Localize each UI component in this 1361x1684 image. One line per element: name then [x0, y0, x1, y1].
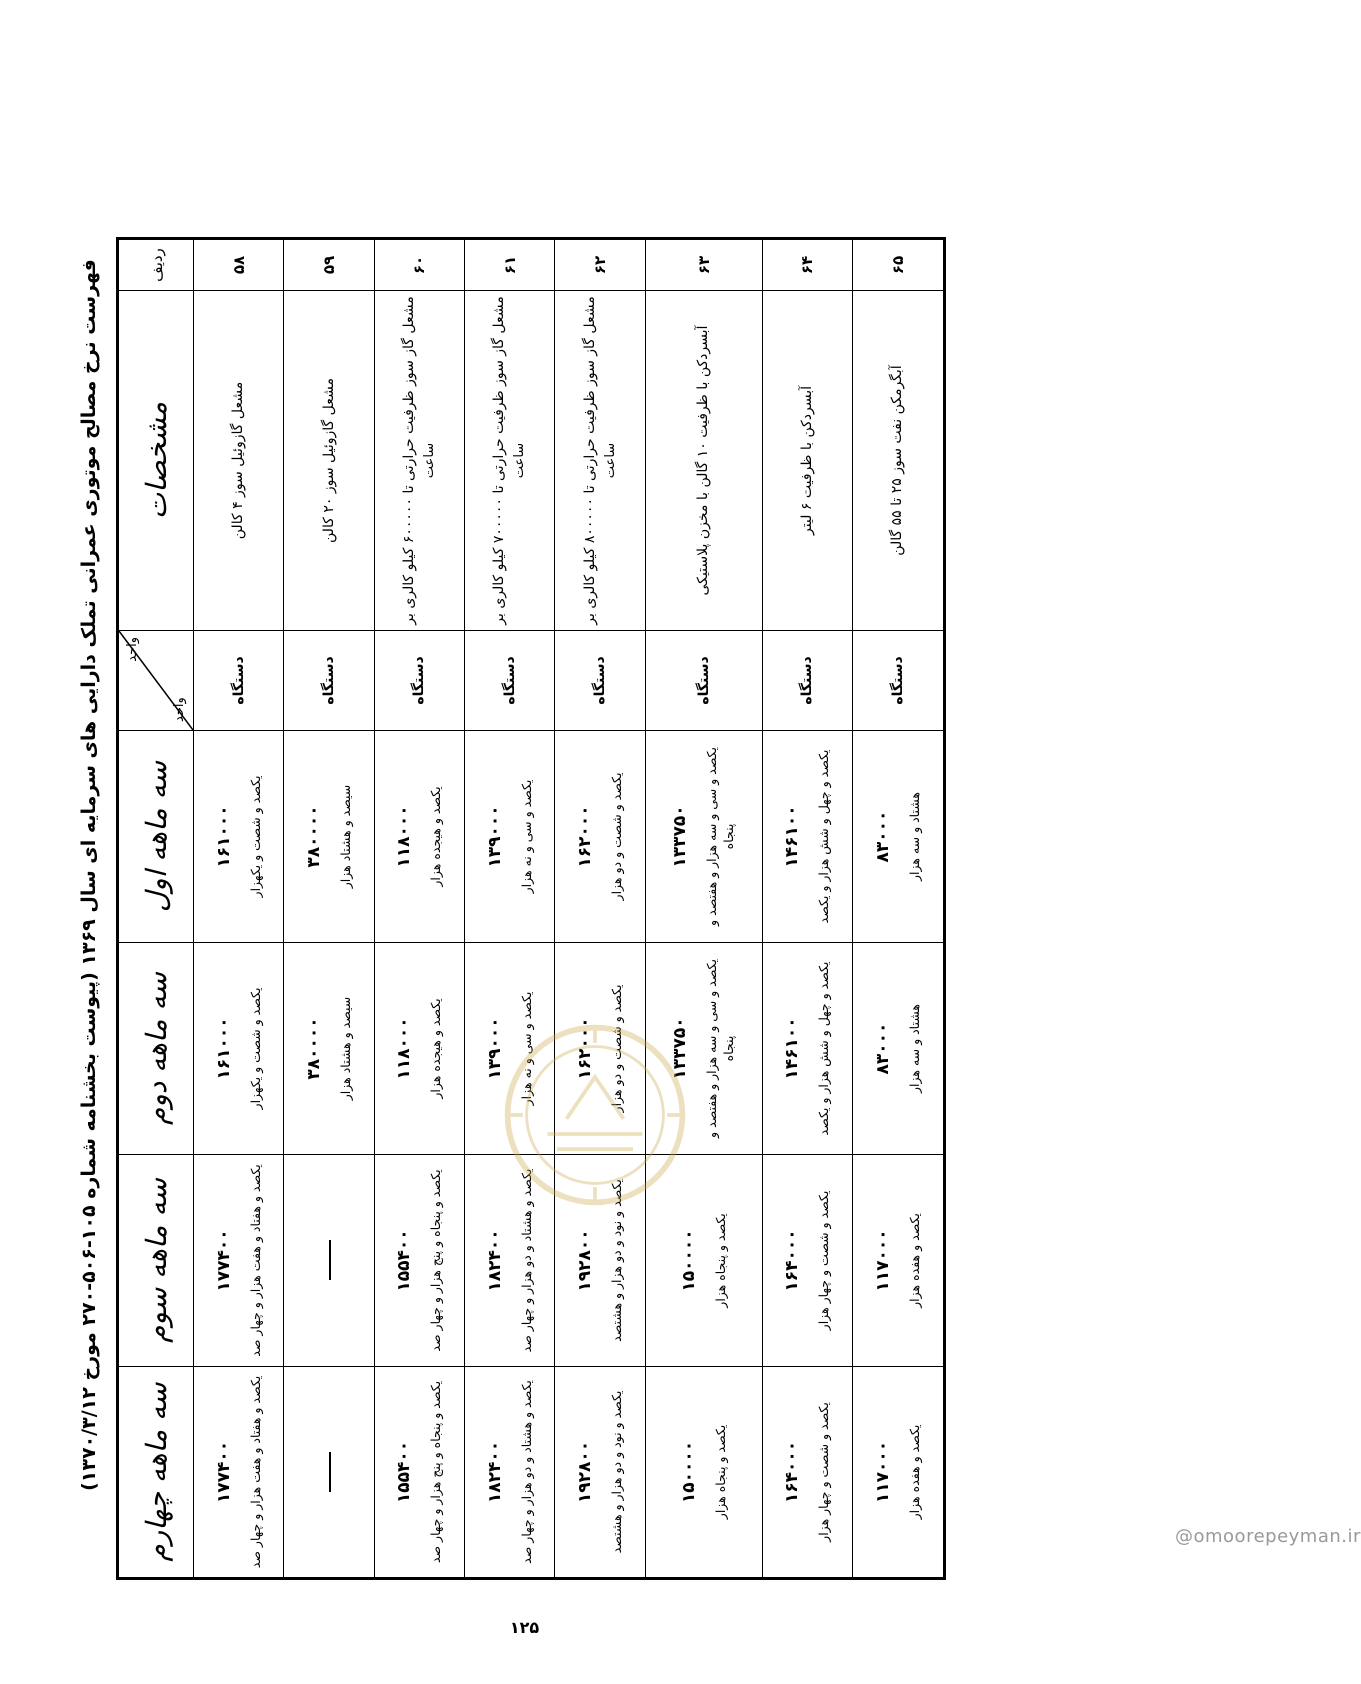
price-cell-q2: [852, 943, 944, 1155]
row-number: ۵۹: [320, 255, 339, 275]
price-cell-q3: [852, 1155, 944, 1367]
row-number: ۶۳: [694, 255, 713, 275]
price-number: ۱۹۲۸۰۰: [574, 1440, 595, 1504]
source-watermark: @omoorepeyman.ir: [1175, 1526, 1361, 1547]
price-number: ۱۶۴۰۰۰: [782, 1229, 803, 1292]
row-number-cell: [194, 239, 284, 291]
price-cell-q2: [284, 943, 374, 1155]
unit-text: دستگاه: [230, 656, 247, 705]
row-number-cell: [852, 239, 944, 291]
price-number: ۱۴۶۱۰۰: [782, 1017, 803, 1080]
unit-cell: [645, 631, 762, 731]
price-number: ۱۹۲۸۰۰: [574, 1229, 595, 1292]
price-cell-q4: [284, 1367, 374, 1579]
price-cell-q2: [194, 943, 284, 1155]
price-number: ۱۱۸۰۰۰: [394, 805, 415, 868]
price-cell-q4: [762, 1367, 852, 1579]
price-cell-q2: [374, 943, 464, 1155]
price-number: ۱۶۴۰۰۰: [782, 1440, 803, 1504]
table-row: [465, 239, 555, 1579]
description-cell: [465, 291, 555, 631]
price-words: یکصد و پنجاه هزار: [712, 1213, 728, 1308]
price-cell-q1: [374, 731, 464, 943]
price-number: ۸۳۰۰۰: [872, 810, 893, 863]
header-q4: سه ماهه چهارم: [118, 1367, 194, 1579]
price-table: [116, 237, 946, 1580]
description-cell: [645, 291, 762, 631]
price-words: سیصد و هشتاد هزار: [337, 784, 353, 889]
price-number: ۱۳۹۰۰۰: [484, 1017, 505, 1080]
description-text: مشعل گازوئیل سوز ۴ کالن: [230, 381, 247, 540]
description-subtext: ساعت: [602, 442, 618, 479]
table-row: [284, 239, 374, 1579]
description-subtext: ساعت: [512, 442, 528, 479]
row-number-cell: [645, 239, 762, 291]
description-text: مشعل گاز سوز ظرفیت حرارتی تا ۷۰۰۰۰۰ کیلو کالری بر: [491, 296, 508, 625]
unit-cell: [762, 631, 852, 731]
description-text: آبسردکن با ظرفیت ۶ لیتر: [798, 385, 815, 536]
price-number: ۱۶۱۰۰۰: [213, 1017, 234, 1080]
description-text: آبسردکن با ظرفیت ۱۰ گالن با مخزن پلاستیکی: [695, 325, 712, 596]
price-cell-q3: [374, 1155, 464, 1367]
unit-cell: [284, 631, 374, 731]
price-words: یکصد و نود و دو هزار و هشتصد: [608, 1390, 624, 1554]
price-number: ۱۷۷۴۰۰: [213, 1229, 234, 1292]
empty-dash: [329, 1452, 331, 1492]
description-text: مشعل گاز سوز ظرفیت حرارتی تا ۸۰۰۰۰۰ کیلو کالری بر: [581, 296, 598, 625]
price-number: ۱۵۰۰۰۰: [678, 1440, 699, 1504]
price-number: ۱۶۲۰۰۰: [574, 1017, 595, 1080]
price-cell-q1: [645, 731, 762, 943]
price-words: یکصد و هفده هزار: [906, 1213, 922, 1308]
page-title: فهرست نرخ مصالح موتوری عمرانی تملک دارایی های سرمایه ای سال ۱۳۶۹ (پیوست بخشنامه شماره ۱۰۵-۵۰۶-۲۷۰ مورخ ۱۳۷۰/۳/۱۲): [78, 259, 100, 1491]
unit-text: دستگاه: [695, 656, 712, 705]
price-words: یکصد و شصت و دو هزار: [608, 984, 624, 1113]
price-words: یکصد و پنجاه و پنج هزار و چهار صد: [428, 1380, 444, 1564]
price-number: ۱۶۱۰۰۰: [213, 805, 234, 868]
header-unit: [118, 631, 194, 731]
price-number: ۱۴۶۱۰۰: [782, 805, 803, 868]
price-cell-q4: [555, 1367, 645, 1579]
price-cell-q1: [194, 731, 284, 943]
rotated-page: [70, 130, 1070, 1637]
price-words: سیصد و هشتاد هزار: [337, 996, 353, 1101]
price-cell-q1: [555, 731, 645, 943]
table-row: [852, 239, 944, 1579]
price-cell-q1: [465, 731, 555, 943]
unit-text: دستگاه: [501, 656, 518, 705]
price-number: ۱۶۲۰۰۰: [574, 805, 595, 868]
empty-dash: [329, 1241, 331, 1281]
price-words: یکصد و هیجده هزار: [428, 998, 444, 1099]
price-cell-q4: [465, 1367, 555, 1579]
unit-text: دستگاه: [321, 656, 338, 705]
price-number: ۱۵۵۴۰۰: [394, 1440, 415, 1504]
price-words: یکصد و سی و نه هزار: [518, 779, 534, 894]
row-number-cell: [465, 239, 555, 291]
price-number: ۸۳۰۰۰: [872, 1022, 893, 1075]
unit-cell: [374, 631, 464, 731]
table-row: [374, 239, 464, 1579]
price-cell-q3: [194, 1155, 284, 1367]
price-cell-q1: [852, 731, 944, 943]
price-words: یکصد و شصت و چهار هزار: [816, 1402, 832, 1542]
table-row: [555, 239, 645, 1579]
price-words: یکصد و هفتاد و هفت هزار و چهار صد: [247, 1164, 263, 1357]
header-description: مشخصات: [118, 291, 194, 631]
unit-cell: [194, 631, 284, 731]
price-number: ۱۸۲۴۰۰: [484, 1229, 505, 1292]
row-number: ۶۴: [798, 255, 817, 275]
row-number: ۶۰: [410, 255, 429, 275]
row-number: ۶۲: [591, 255, 610, 275]
price-number: ۳۸۰۰۰۰: [303, 805, 324, 868]
description-subtext: ساعت: [422, 442, 438, 479]
header-q2: سه ماهه دوم: [118, 943, 194, 1155]
description-cell: [555, 291, 645, 631]
price-number: ۱۳۳۷۵۰: [670, 1017, 691, 1080]
description-cell: [762, 291, 852, 631]
price-cell-q1: [762, 731, 852, 943]
price-number: ۱۳۳۷۵۰: [670, 805, 691, 868]
price-words: یکصد و چهل و شش هزار و یکصد: [816, 961, 832, 1136]
row-number: ۶۱: [500, 255, 519, 275]
price-cell-q4: [194, 1367, 284, 1579]
price-words: یکصد و شصت و یکهزار: [247, 987, 263, 1110]
price-number: ۱۷۷۴۰۰: [213, 1440, 234, 1504]
price-number: ۱۵۵۴۰۰: [394, 1229, 415, 1292]
price-words: یکصد و هشتاد و دو هزار و چهار صد: [518, 1168, 534, 1353]
unit-text: دستگاه: [592, 656, 609, 705]
price-words: یکصد و پنجاه و پنج هزار و چهار صد: [428, 1169, 444, 1352]
price-cell-q3: [284, 1155, 374, 1367]
price-cell-q1: [284, 731, 374, 943]
price-words: یکصد و هشتاد و دو هزار و چهار صد: [518, 1380, 534, 1564]
table-row: [645, 239, 762, 1579]
price-number: ۱۳۹۰۰۰: [484, 805, 505, 868]
price-words: یکصد و هفتاد و هفت هزار و چهار صد: [247, 1375, 263, 1569]
price-words: یکصد و سی و نه هزار: [518, 991, 534, 1106]
page-number: ۱۲۵: [509, 1617, 540, 1637]
row-number: ۶۵: [888, 255, 907, 275]
price-words: یکصد و چهل و شش هزار و یکصد: [816, 749, 832, 924]
price-words: یکصد و هفده هزار: [906, 1424, 922, 1520]
description-cell: [194, 291, 284, 631]
price-words: یکصد و شصت و یکهزار: [247, 775, 263, 898]
price-cell-q3: [762, 1155, 852, 1367]
header-unit-top: واحد: [125, 637, 140, 662]
price-cell-q2: [762, 943, 852, 1155]
price-number: ۱۱۸۰۰۰: [394, 1017, 415, 1080]
unit-cell: [465, 631, 555, 731]
price-number: ۱۸۲۴۰۰: [484, 1440, 505, 1504]
row-number: ۵۸: [229, 255, 248, 275]
header-q3: سه ماهه سوم: [118, 1155, 194, 1367]
description-cell: [284, 291, 374, 631]
price-number: ۱۵۰۰۰۰: [678, 1229, 699, 1292]
row-number-cell: [762, 239, 852, 291]
unit-cell: [852, 631, 944, 731]
header-unit-bottom: واحد: [172, 697, 187, 722]
seal-watermark-icon: [500, 1020, 690, 1210]
price-number: ۱۱۷۰۰۰: [872, 1440, 893, 1504]
header-q1: سه ماهه اول: [118, 731, 194, 943]
price-cell-q4: [852, 1367, 944, 1579]
row-number-cell: [284, 239, 374, 291]
unit-text: دستگاه: [799, 656, 816, 705]
price-words: یکصد و شصت و چهار هزار: [816, 1190, 832, 1331]
unit-text: دستگاه: [889, 656, 906, 705]
unit-cell: [555, 631, 645, 731]
price-words: هشتاد و سه هزار: [906, 1003, 922, 1094]
header-row: [118, 239, 194, 1579]
price-words: یکصد و هیجده هزار: [428, 786, 444, 887]
price-words: یکصد و شصت و دو هزار: [608, 772, 624, 901]
price-words: یکصد و نود و دو هزار و هشتصد: [608, 1179, 624, 1342]
table-row: [194, 239, 284, 1579]
description-text: آبگرمکن نفت سوز ۲۵ تا ۵۵ گالن: [889, 365, 906, 556]
price-cell-q4: [645, 1367, 762, 1579]
table-body: [194, 239, 945, 1579]
table-row: [762, 239, 852, 1579]
row-number-cell: [374, 239, 464, 291]
description-text: مشعل گاز سوز ظرفیت حرارتی تا ۶۰۰۰۰۰ کیلو کالری بر: [401, 296, 418, 625]
price-number: ۳۸۰۰۰۰: [303, 1017, 324, 1080]
price-words: یکصد و سی و سه هزار و هفتصد و پنجاه: [704, 747, 736, 926]
description-text: مشعل گازوئیل سوز ۲۰ کالن: [320, 378, 337, 543]
price-number: ۱۱۷۰۰۰: [872, 1229, 893, 1292]
price-words: یکصد و پنجاه هزار: [712, 1424, 728, 1520]
price-cell-q4: [374, 1367, 464, 1579]
row-number-cell: [555, 239, 645, 291]
description-cell: [374, 291, 464, 631]
price-words: یکصد و سی و سه هزار و هفتصد و پنجاه: [704, 959, 736, 1138]
price-words: هشتاد و سه هزار: [906, 791, 922, 882]
unit-text: دستگاه: [411, 656, 428, 705]
description-cell: [852, 291, 944, 631]
header-row-number: ردیف: [118, 239, 194, 291]
